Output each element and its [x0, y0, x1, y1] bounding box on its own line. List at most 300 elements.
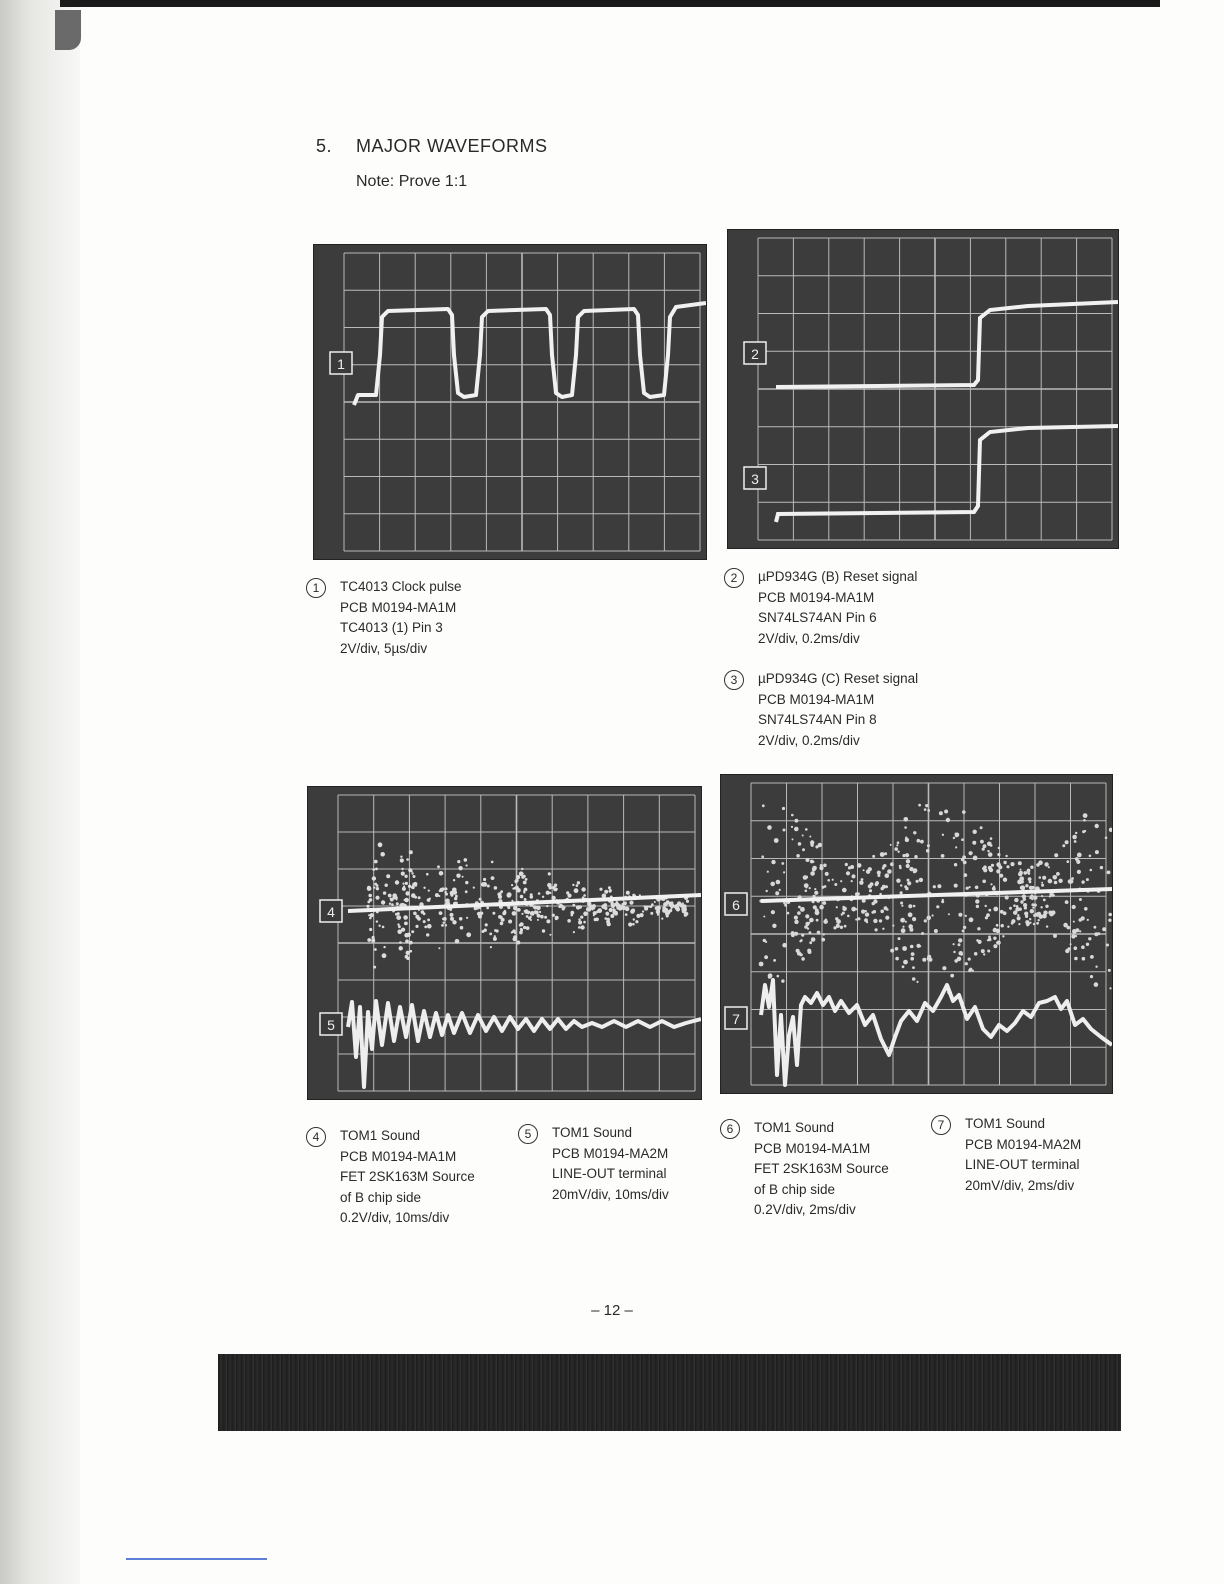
noise-dot	[530, 919, 532, 921]
noise-dot	[890, 949, 894, 953]
noise-dot	[413, 912, 417, 916]
noise-dot	[1030, 894, 1033, 897]
noise-dot	[537, 919, 539, 921]
noise-dot	[367, 886, 372, 891]
noise-dot	[809, 918, 814, 923]
noise-dot	[399, 946, 403, 950]
noise-dot	[1006, 865, 1009, 868]
noise-dot	[817, 931, 821, 935]
noise-dot	[555, 917, 558, 920]
noise-dot	[428, 890, 430, 892]
noise-dot	[922, 958, 926, 962]
noise-dot	[819, 905, 824, 910]
noise-dot	[969, 917, 974, 922]
noise-dot	[581, 887, 585, 891]
noise-dot	[546, 905, 548, 907]
noise-dot	[539, 911, 541, 913]
noise-dot	[526, 915, 529, 918]
noise-dot	[975, 886, 979, 890]
noise-dot	[409, 941, 413, 945]
noise-dot	[796, 949, 800, 953]
noise-dot	[548, 872, 551, 875]
noise-dot	[999, 874, 1003, 878]
noise-dot	[1036, 922, 1039, 925]
tom1-line-out-trace-2ms	[761, 980, 1112, 1085]
caption-4-line: of B chip side	[340, 1189, 422, 1205]
noise-dot	[805, 828, 808, 831]
caption-1-line: TC4013 (1) Pin 3	[340, 620, 443, 635]
noise-dot	[1073, 921, 1075, 923]
noise-dot	[369, 928, 372, 931]
noise-dot	[905, 853, 909, 857]
noise-dot	[791, 814, 794, 817]
noise-dot	[912, 917, 916, 921]
noise-dot	[868, 884, 872, 888]
noise-dot	[1019, 871, 1023, 875]
noise-dot	[443, 922, 445, 924]
noise-dot	[814, 891, 818, 895]
noise-dot	[498, 895, 502, 899]
noise-dot	[442, 887, 445, 890]
noise-dot	[926, 916, 931, 921]
noise-dot	[946, 818, 950, 822]
noise-dot	[897, 851, 899, 853]
noise-dot	[396, 915, 401, 920]
noise-dot	[1084, 907, 1088, 911]
caption-5-line: 20mV/div, 10ms/div	[552, 1186, 669, 1202]
noise-dot	[1017, 914, 1019, 916]
noise-dot	[1090, 955, 1094, 959]
noise-dot	[762, 804, 765, 807]
noise-dot	[404, 899, 406, 901]
noise-dot	[836, 919, 841, 924]
noise-dot	[810, 871, 815, 876]
noise-dot	[549, 892, 551, 894]
noise-dot	[882, 928, 884, 930]
noise-dot	[928, 958, 932, 962]
noise-dot	[954, 884, 958, 888]
noise-dot	[552, 914, 555, 917]
noise-dot	[1109, 987, 1111, 989]
noise-dot	[464, 858, 468, 862]
noise-dot	[861, 878, 864, 881]
noise-dot	[1028, 872, 1031, 875]
noise-dot	[375, 896, 379, 900]
noise-dot	[955, 834, 958, 837]
noise-dot	[516, 875, 520, 879]
noise-dot	[485, 923, 488, 926]
noise-dot	[513, 906, 517, 910]
noise-dot	[374, 948, 377, 951]
noise-dot	[898, 937, 901, 940]
noise-dot	[961, 858, 964, 861]
trace-marker-2: 2	[751, 346, 759, 362]
noise-dot	[546, 919, 550, 923]
noise-dot	[875, 883, 879, 887]
noise-dot	[577, 881, 580, 884]
noise-dot	[1072, 905, 1076, 909]
noise-dot	[401, 872, 405, 876]
noise-dot	[1045, 905, 1048, 908]
noise-dot	[987, 850, 989, 852]
noise-dot	[1074, 946, 1078, 950]
noise-dot	[491, 876, 495, 880]
noise-dot	[382, 953, 387, 958]
noise-dot	[443, 917, 447, 921]
noise-dot	[1081, 880, 1084, 883]
noise-dot	[1003, 861, 1006, 864]
noise-dot	[524, 909, 529, 914]
noise-dot	[450, 913, 454, 917]
noise-dot	[405, 882, 408, 885]
noise-dot	[991, 864, 994, 867]
noise-dot	[1009, 907, 1012, 910]
noise-dot	[966, 887, 969, 890]
noise-dot	[1065, 949, 1069, 953]
scope-photo-1	[313, 244, 707, 560]
noise-dot	[809, 887, 811, 889]
noise-dot	[919, 945, 921, 947]
noise-dot	[457, 860, 460, 863]
noise-dot	[372, 868, 375, 871]
noise-dot	[388, 894, 392, 898]
noise-dot	[993, 886, 995, 888]
noise-dot	[382, 926, 385, 929]
noise-dot	[977, 927, 980, 930]
noise-dot	[551, 896, 555, 900]
noise-dot	[409, 850, 413, 854]
noise-dot	[629, 901, 633, 905]
noise-dot	[941, 854, 945, 858]
noise-dot	[827, 879, 830, 882]
noise-dot	[483, 878, 486, 881]
noise-dot	[439, 890, 442, 893]
noise-dot	[366, 905, 369, 908]
noise-dot	[423, 887, 425, 889]
noise-dot	[759, 962, 764, 967]
noise-dot	[846, 871, 850, 875]
noise-dot	[1108, 969, 1111, 972]
noise-dot	[378, 842, 383, 847]
noise-dot	[856, 908, 858, 910]
noise-dot	[578, 920, 582, 924]
noise-dot	[907, 879, 910, 882]
noise-dot	[662, 909, 666, 913]
noise-dot	[583, 894, 586, 897]
noise-dot	[399, 941, 402, 944]
noise-dot	[540, 915, 544, 919]
noise-dot	[1046, 925, 1048, 927]
noise-dot	[886, 908, 889, 911]
noise-dot	[899, 867, 902, 870]
noise-dot	[405, 891, 409, 895]
noise-dot	[968, 969, 971, 972]
noise-dot	[901, 928, 906, 933]
scope-3-screen	[308, 787, 701, 1099]
noise-dot	[1077, 853, 1082, 858]
noise-dot	[910, 945, 914, 949]
noise-dot	[576, 884, 579, 887]
noise-dot	[804, 883, 809, 888]
noise-dot	[595, 918, 599, 922]
noise-dot	[822, 901, 826, 905]
noise-dot	[511, 884, 513, 886]
probe-note: Note: Prove 1:1	[356, 173, 468, 190]
noise-dot	[972, 841, 976, 845]
noise-dot	[953, 951, 955, 953]
noise-dot	[811, 937, 816, 942]
noise-dot	[473, 887, 475, 889]
noise-dot	[538, 892, 541, 895]
noise-dot	[796, 854, 800, 858]
noise-dot	[1094, 982, 1099, 987]
noise-dot	[487, 885, 490, 888]
noise-dot	[908, 904, 912, 908]
noise-dot	[1090, 975, 1093, 978]
page-left-edge-shadow	[0, 0, 80, 1584]
noise-dot	[529, 916, 531, 918]
noise-dot	[677, 908, 679, 910]
noise-dot	[982, 880, 986, 884]
noise-dot	[993, 937, 996, 940]
noise-dot	[905, 921, 907, 923]
noise-dot	[489, 933, 492, 936]
noise-dot	[988, 852, 993, 857]
noise-dot	[401, 868, 403, 870]
noise-dot	[512, 911, 517, 916]
noise-dot	[768, 975, 772, 979]
noise-dot	[520, 928, 523, 931]
noise-dot	[446, 899, 449, 902]
noise-dot	[632, 923, 635, 926]
noise-dot	[640, 913, 644, 917]
noise-dot	[855, 892, 859, 896]
noise-dot	[869, 889, 872, 892]
noise-dot	[1039, 915, 1042, 918]
noise-dot	[1007, 926, 1009, 928]
noise-dot	[924, 919, 927, 922]
noise-dot	[990, 837, 993, 840]
noise-dot	[988, 909, 991, 912]
noise-dot	[490, 946, 492, 948]
noise-dot	[590, 906, 594, 910]
noise-dot	[775, 891, 779, 895]
noise-dot	[562, 907, 565, 910]
noise-dot	[417, 917, 421, 921]
noise-dot	[776, 880, 781, 885]
noise-dot	[462, 876, 464, 878]
noise-dot	[574, 888, 579, 893]
noise-dot	[965, 915, 967, 917]
noise-dot	[813, 905, 817, 909]
noise-dot	[1025, 915, 1028, 918]
caption-7-line: PCB M0194-MA2M	[965, 1136, 1082, 1152]
noise-dot	[913, 870, 916, 873]
noise-dot	[771, 910, 775, 914]
noise-dot	[783, 829, 786, 832]
noise-dot	[1020, 869, 1022, 871]
noise-dot	[1075, 928, 1079, 932]
noise-dot	[766, 890, 768, 892]
noise-dot	[369, 917, 372, 920]
noise-dot	[963, 861, 967, 865]
noise-dot	[963, 873, 967, 877]
noise-dot	[1053, 934, 1057, 938]
noise-dot	[1074, 957, 1078, 961]
noise-dot	[857, 863, 862, 868]
noise-dot	[501, 918, 505, 922]
noise-dot	[982, 867, 985, 870]
noise-dot	[1035, 913, 1039, 917]
noise-dot	[840, 880, 842, 882]
noise-dot	[415, 925, 418, 928]
caption-1-number: 1	[306, 578, 326, 598]
noise-dot	[656, 910, 660, 914]
noise-dot	[953, 837, 955, 839]
noise-dot	[389, 903, 391, 905]
noise-dot	[1070, 943, 1072, 945]
noise-dot	[1013, 911, 1017, 915]
noise-dot	[1095, 850, 1099, 854]
noise-dot	[1097, 932, 1100, 935]
noise-dot	[630, 909, 635, 914]
scope-photo-4	[720, 774, 1113, 1094]
noise-dot	[1109, 828, 1112, 832]
noise-dot	[516, 888, 521, 893]
noise-dot	[478, 915, 482, 919]
noise-dot	[791, 826, 793, 828]
noise-dot	[851, 880, 853, 882]
noise-dot	[916, 880, 919, 883]
noise-dot	[523, 891, 525, 893]
noise-dot	[1002, 935, 1004, 937]
noise-dot	[885, 885, 888, 888]
noise-dot	[852, 874, 856, 878]
bottom-scan-band	[218, 1354, 1121, 1431]
page-number: – 12 –	[591, 1302, 633, 1319]
noise-dot	[1075, 935, 1077, 937]
noise-dot	[1020, 900, 1023, 903]
noise-dot	[504, 910, 506, 912]
noise-dot	[392, 893, 396, 897]
noise-dot	[823, 933, 825, 935]
noise-dot	[427, 919, 430, 922]
noise-dot	[993, 888, 996, 891]
noise-dot	[963, 926, 966, 929]
noise-dot	[932, 914, 934, 916]
noise-dot	[987, 939, 989, 941]
noise-dot	[976, 939, 979, 942]
noise-dot	[1089, 855, 1092, 858]
noise-dot	[1044, 862, 1048, 866]
noise-dot	[398, 925, 401, 928]
noise-dot	[1081, 945, 1085, 949]
noise-dot	[993, 907, 998, 912]
noise-dot	[1051, 894, 1054, 897]
caption-4-line: TOM1 Sound	[340, 1128, 421, 1143]
noise-dot	[800, 939, 803, 942]
noise-dot	[782, 943, 787, 948]
noise-dot	[927, 844, 930, 847]
noise-dot	[897, 841, 900, 844]
noise-dot	[1086, 943, 1089, 946]
noise-dot	[1031, 898, 1033, 900]
noise-dot	[990, 883, 992, 885]
noise-dot	[534, 907, 536, 909]
noise-dot	[491, 861, 494, 864]
noise-dot	[797, 911, 801, 915]
noise-dot	[772, 924, 776, 928]
noise-dot	[1038, 860, 1043, 865]
noise-dot	[455, 939, 460, 944]
noise-dot	[479, 898, 482, 901]
reset-signal-b-trace	[776, 302, 1118, 387]
noise-dot	[907, 881, 911, 885]
noise-dot	[547, 883, 551, 887]
noise-dot	[841, 913, 843, 915]
noise-dot	[881, 910, 883, 912]
noise-dot	[401, 928, 405, 932]
noise-dot	[822, 886, 825, 889]
noise-dot	[787, 912, 790, 915]
noise-dot	[764, 955, 768, 959]
top-rule	[60, 0, 1160, 7]
noise-dot	[825, 872, 829, 876]
noise-dot	[410, 950, 413, 953]
graticule-grid	[344, 253, 700, 551]
noise-dot	[968, 958, 971, 961]
noise-dot	[942, 966, 946, 970]
noise-dot	[1043, 911, 1047, 915]
noise-dot	[880, 852, 885, 857]
noise-dot	[872, 855, 875, 858]
noise-dot	[1065, 900, 1069, 904]
noise-dot	[515, 879, 519, 883]
noise-dot	[391, 903, 394, 906]
noise-dot	[881, 887, 884, 890]
noise-dot	[521, 913, 523, 915]
noise-dot	[628, 922, 632, 926]
noise-dot	[411, 930, 414, 933]
noise-dot	[1010, 862, 1014, 866]
noise-dot	[942, 834, 944, 836]
noise-dot	[396, 898, 398, 900]
noise-dot	[791, 931, 795, 935]
noise-dot	[654, 901, 656, 903]
noise-dot	[466, 917, 468, 919]
noise-dot	[402, 883, 404, 885]
noise-dot	[438, 895, 440, 897]
noise-dot	[576, 905, 580, 909]
noise-dot	[1082, 957, 1086, 961]
noise-dot	[1023, 871, 1027, 875]
noise-dot	[806, 858, 810, 862]
noise-dot	[606, 912, 610, 916]
binding-mark	[55, 10, 81, 50]
noise-dot	[466, 932, 471, 937]
caption-4-line: 0.2V/div, 10ms/div	[340, 1210, 450, 1225]
noise-dot	[482, 930, 485, 933]
noise-dot	[601, 904, 606, 909]
noise-dot	[975, 899, 979, 903]
noise-dot	[851, 907, 856, 912]
noise-dot	[873, 899, 877, 903]
caption-7-line: LINE-OUT terminal	[965, 1157, 1080, 1172]
noise-dot	[435, 893, 439, 897]
scope-photo-2	[727, 229, 1119, 549]
noise-dot	[996, 869, 1000, 873]
noise-dot	[1074, 840, 1077, 843]
